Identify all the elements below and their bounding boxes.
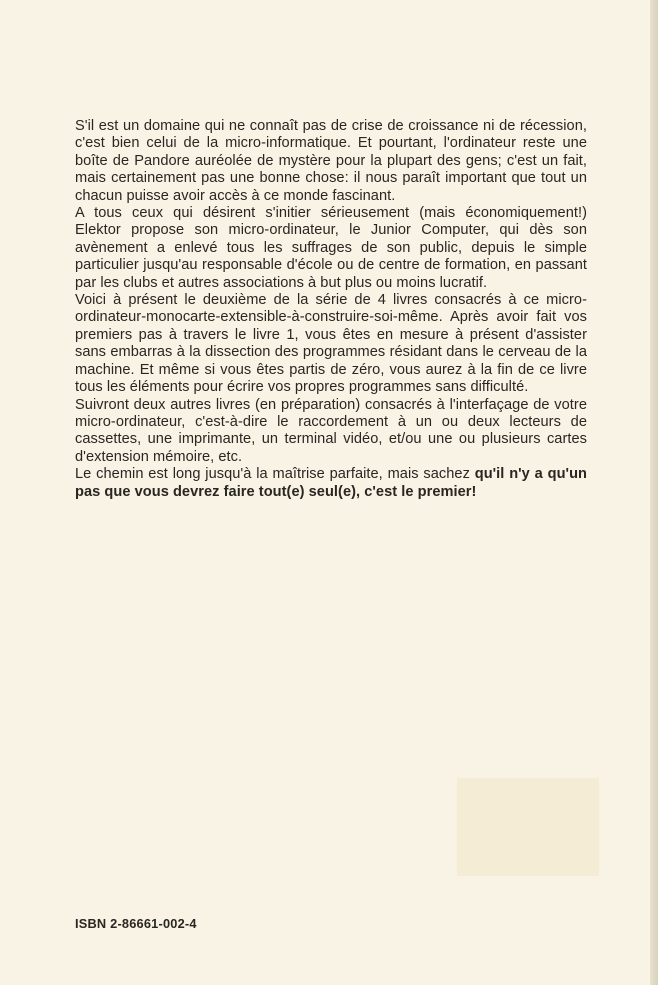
blurb-paragraph-2: A tous ceux qui désirent s'initier sérieusement (mais économiquement!) Elektor propose son micro-ordinateur, le Junior Computer, qui dès son avènement a enlevé tous les suffrages de son public, depuis le simple particulier jusqu'au responsable d'école ou de centre de formation, en passant par les clubs et autres associations à but plus ou moins lucratif. [75, 205, 587, 291]
page-edge [650, 0, 658, 985]
isbn-number: ISBN 2-86661-002-4 [75, 916, 197, 931]
blurb-paragraph-1: S'il est un domaine qui ne connaît pas de crise de croissance ni de récession, c'est bien celui de la micro-informatique. Et pourtant, l'ordinateur reste une boîte de Pandore auréolée de mystère pour la plupart des gens; c'est un fait, mais certainement pas une bonne chose: il nous paraît important que tout un chacun puisse avoir accès à ce monde fascinant. [75, 118, 587, 204]
blurb-paragraph-5 [75, 466, 587, 501]
blurb-paragraph-4: Suivront deux autres livres (en préparation) consacrés à l'interfaçage de votre micro-ordinateur, c'est-à-dire le raccordement à un ou deux lecteurs de cassettes, une imprimante, un terminal vidéo, et/ou une ou plusieurs cartes d'extension mémoire, etc. [75, 396, 587, 465]
blurb-closing-text: Le chemin est long jusqu'à la maîtrise parfaite, mais sachez [75, 466, 475, 483]
blurb-closing-emphasis: qu'il n'y a qu'un pas que vous devrez faire tout(e) seul(e), c'est le premier! [75, 466, 587, 500]
cover-blurb [75, 118, 587, 501]
blurb-paragraph-3: Voici à présent le deuxième de la série de 4 livres consacrés à ce micro-ordinateur-monocarte-extensible-à-construire-soi-même. Après avoir fait vos premiers pas à travers le livre 1, vous êtes en mesure à présent d'assister sans embarras à la dissection des programmes résidant dans le cerveau de la machine. Et même si vous êtes partis de zéro, vous aurez à la fin de ce livre tous les éléments pour écrire vos propres programmes sans difficulté. [75, 292, 587, 396]
price-label-patch [457, 778, 599, 876]
